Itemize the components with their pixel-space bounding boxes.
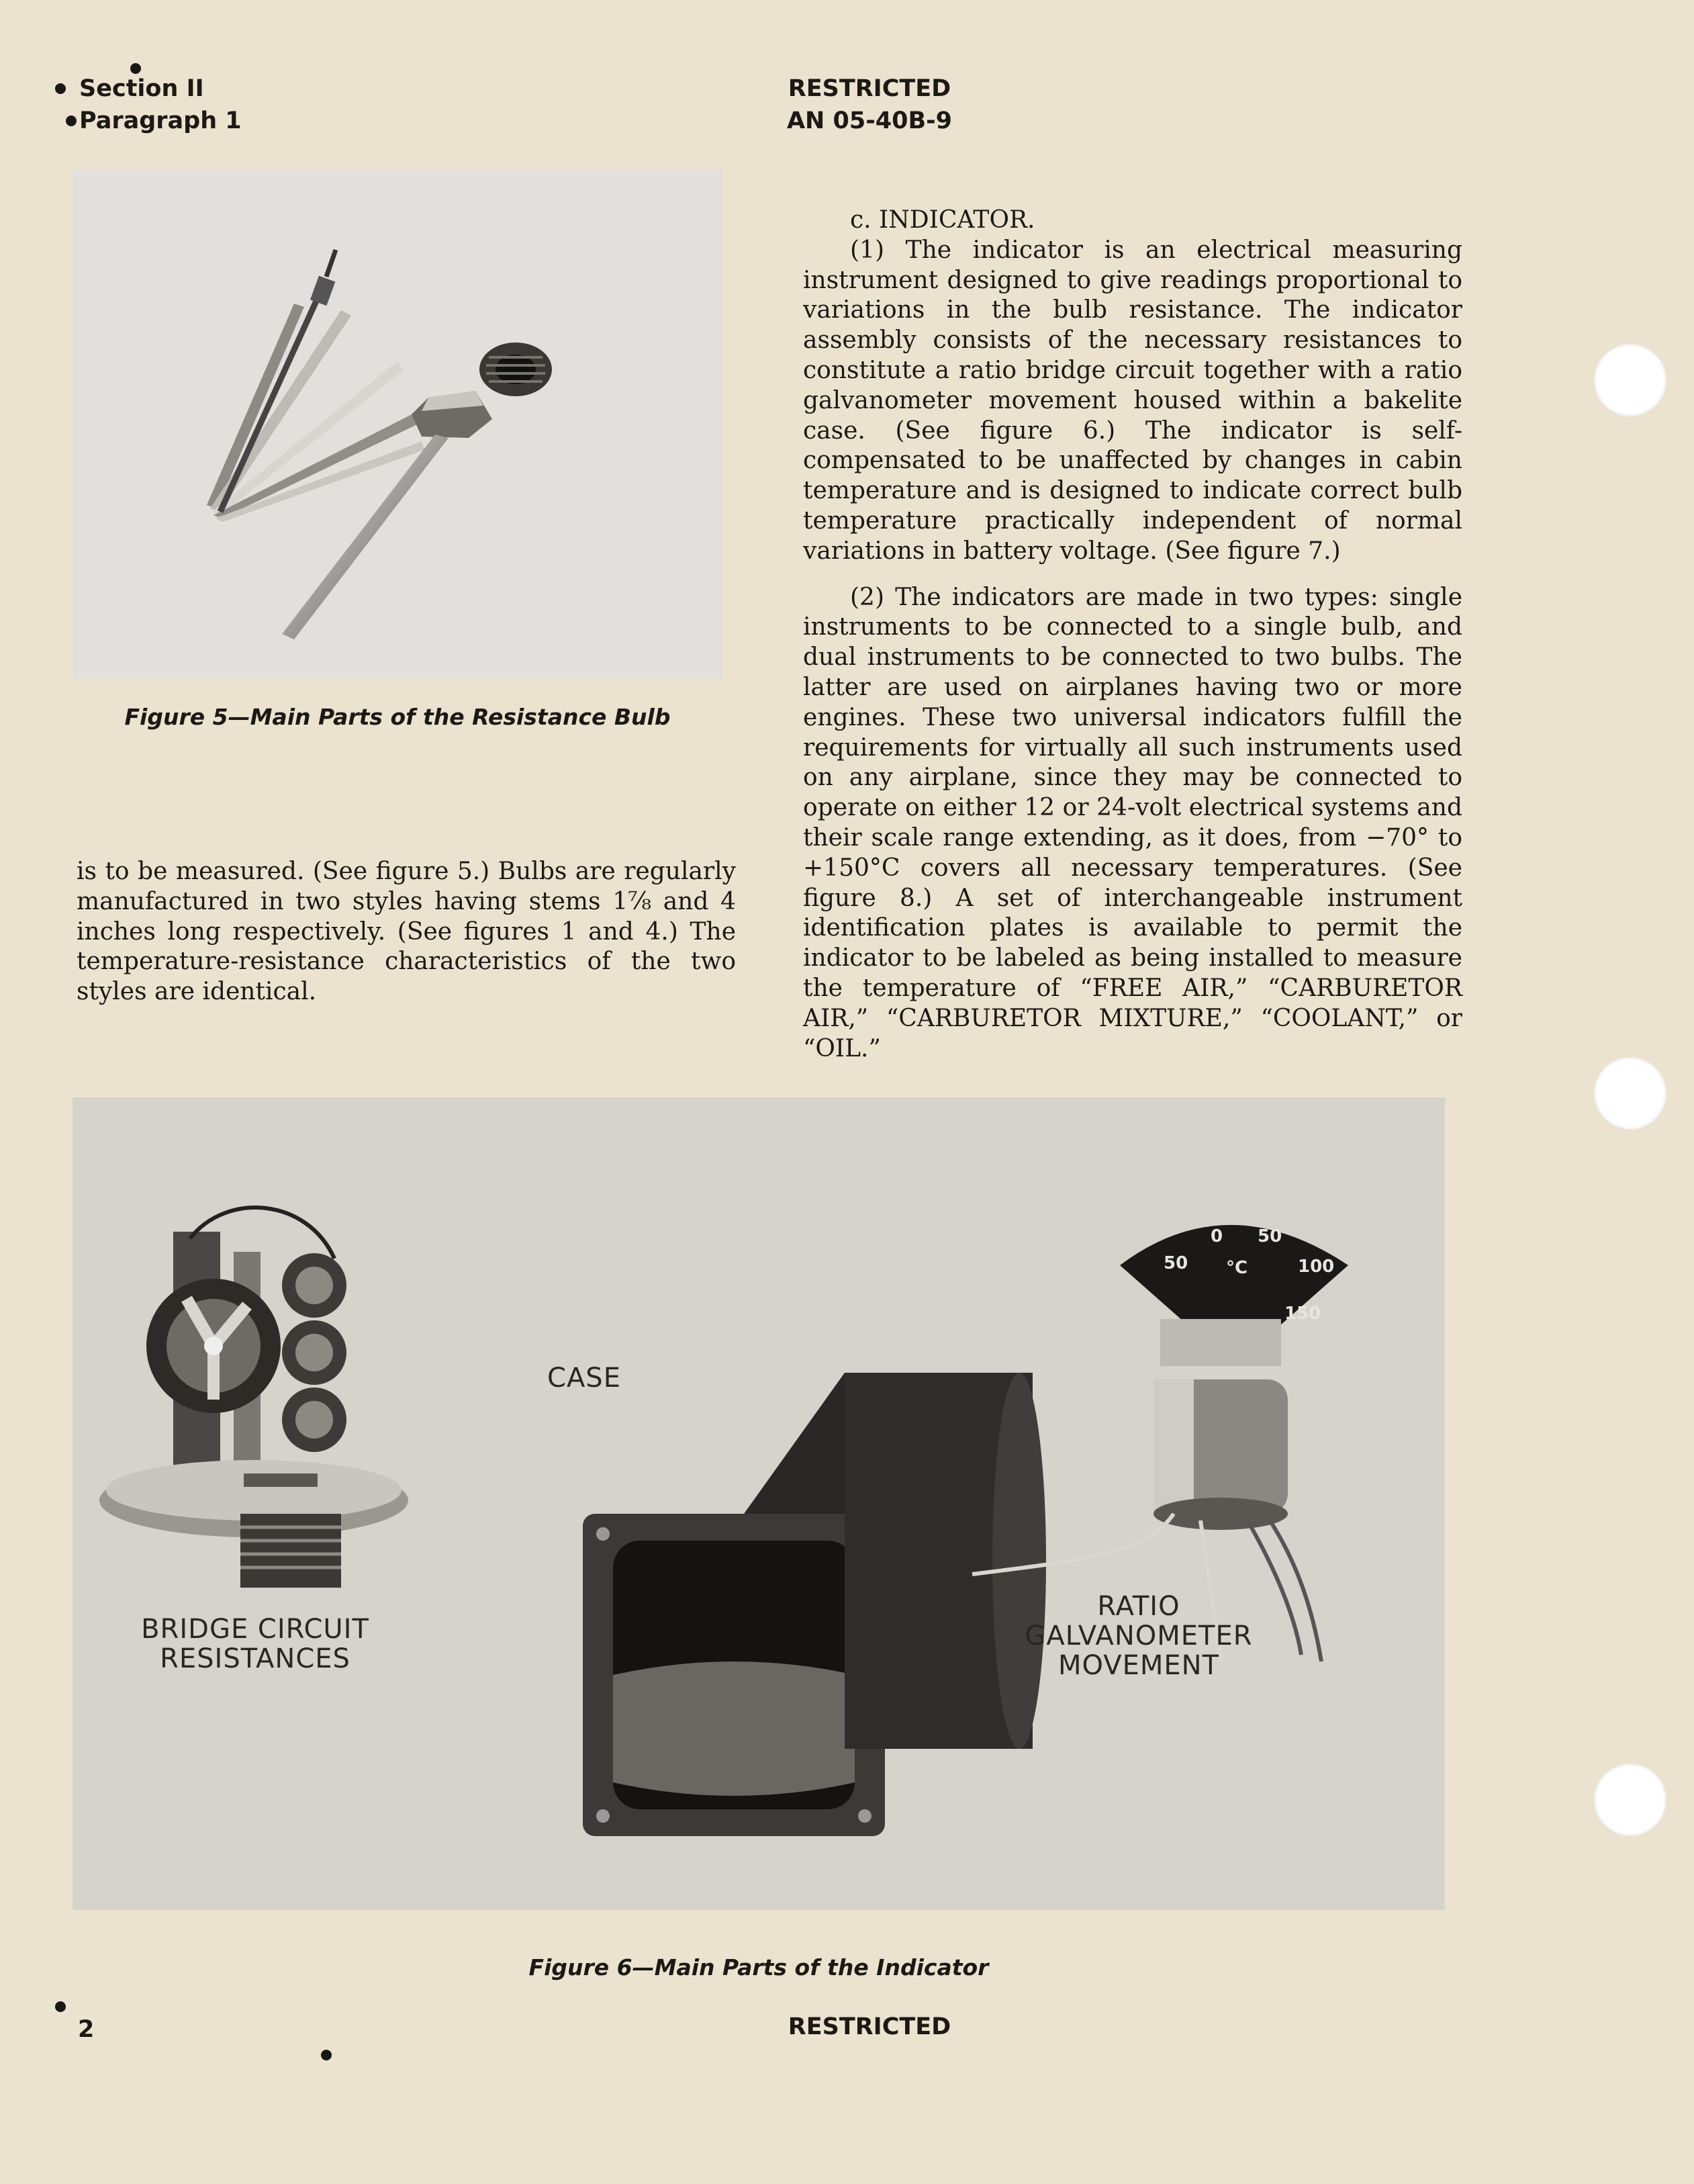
indicator-paragraph-1: (1) The indicator is an electrical measuring instrument designed to give readings proportional to variations in the bulb resistance. The indicator assembly consists of the necessary resistances to constitute a ratio bridge circuit together with a ratio galvanometer movement housed within a bakelite case. (See figure 6.) The indicator is self-compensated to be unaffected by changes in cabin temperature and is designed to indicate correct bulb temperature practically independent of normal variations in battery voltage. (See figure 7.) [803, 236, 1462, 565]
binder-hole-bottom [1594, 1764, 1666, 1836]
binder-hole-middle [1594, 1057, 1666, 1130]
speck [321, 2050, 332, 2060]
speck [55, 2001, 66, 2012]
case-illustration [583, 1373, 1046, 1836]
bridge-circuit-label [121, 1614, 389, 1674]
figure-5-photo [73, 169, 722, 678]
figure-6-caption: Figure 6—Main Parts of the Indicator [528, 1954, 989, 1981]
indicator-paragraph-2: (2) The indicators are made in two types: single instruments to be connected to a single bulb, and dual instruments to be connected to two bulbs. The latter are used on airplanes having two or more engines. These two universal indicators fulfill the requirements for virtually all such instruments used on any airplane, since they may be connected to operate on either 12 or 24-volt electrical systems and their scale range extending, as it does, from −70° to +150°C covers all necessary temperatures. (See figure 8.) A set of interchangeable instrument identification plates is available to permit the indicator to be labeled as being installed to measure the temperature of “FREE AIR,” “CARBURETOR AIR,” “CARBURETOR MIXTURE,” “COOLANT,” or “OIL.” [803, 583, 1462, 1062]
bridge-circuit-label-line-2: RESISTANCES [160, 1643, 350, 1674]
figure-6-photo [73, 1097, 1445, 1910]
right-column-text [803, 206, 1462, 1064]
ratio-galvanometer-label [998, 1592, 1280, 1680]
figure-5-caption: Figure 5—Main Parts of the Resistance Bulb [124, 704, 671, 730]
header-center [671, 73, 1068, 137]
section-label: Section II [79, 75, 204, 102]
ratio-label-line-3: MOVEMENT [1057, 1650, 1220, 1681]
paragraph-label: Paragraph 1 [79, 107, 242, 134]
dial-unit: °C [1226, 1258, 1248, 1278]
binder-hole-top [1594, 344, 1666, 416]
speck [66, 116, 77, 126]
bridge-circuit-label-line-1: BRIDGE CIRCUIT [141, 1614, 369, 1645]
dial-mark-2: 0 [1211, 1226, 1223, 1246]
classification-bottom: RESTRICTED [788, 2013, 951, 2040]
bridge-circuit-assembly [99, 1208, 408, 1588]
case-label-text: CASE [547, 1363, 621, 1394]
ratio-label-line-2: GALVANOMETER [1025, 1621, 1253, 1651]
dial-mark-4: 100 [1298, 1257, 1335, 1277]
speck [55, 83, 66, 94]
case-label [517, 1363, 651, 1393]
page-number: 2 [78, 2016, 95, 2043]
indicator-heading: c. INDICATOR. [850, 206, 1035, 234]
ratio-label-line-1: RATIO [1097, 1591, 1180, 1622]
dial-mark-3: 50 [1258, 1226, 1282, 1246]
bulb-continuation-paragraph: is to be measured. (See figure 5.) Bulbs are regularly manufactured in two styles having stems 1⅞ and 4 inches long respectively. (See figures 1 and 4.) The temperature-resistance characteristics of the two styles are identical. [77, 858, 736, 1006]
classification-top: RESTRICTED [788, 75, 951, 102]
dial-mark-5: 150 [1284, 1304, 1321, 1324]
header-left [79, 73, 242, 137]
dial-mark-1: 50 [1164, 1253, 1188, 1273]
document-number: AN 05-40B-9 [786, 107, 953, 134]
left-column-text [77, 857, 736, 1007]
